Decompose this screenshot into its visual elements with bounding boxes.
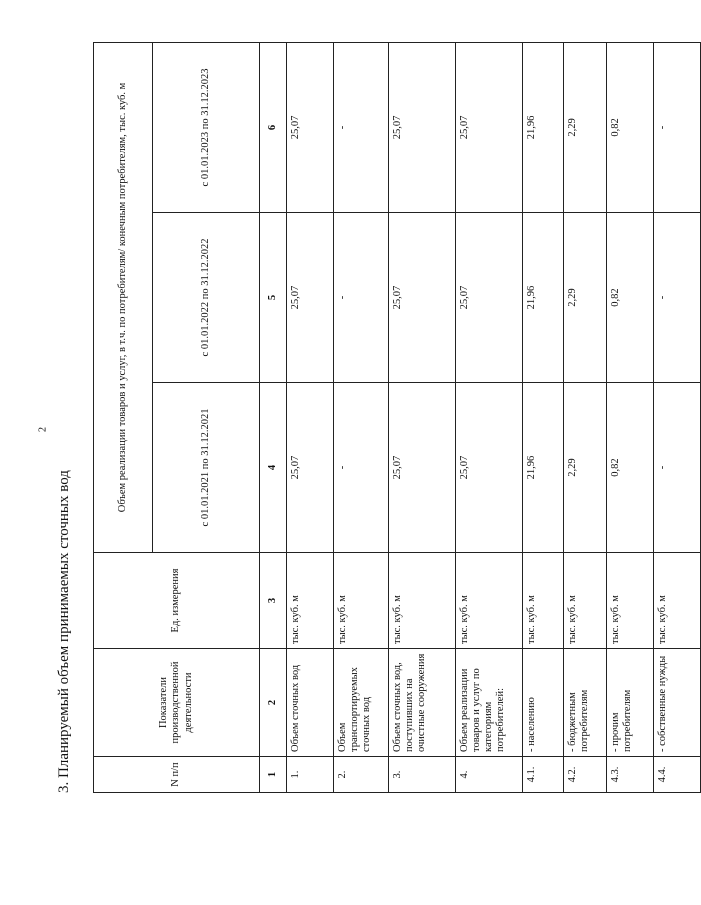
- row-value-2022: 25,07: [287, 213, 334, 383]
- table-row: [523, 42, 564, 792]
- row-indicator: - собственные нужды: [654, 649, 701, 757]
- rotated-document: [50, 37, 668, 793]
- row-indicator: - прочим потребителям: [607, 649, 654, 757]
- table-row: [564, 42, 607, 792]
- table-row: [607, 42, 654, 792]
- row-value-2021: -: [654, 383, 701, 553]
- column-number: 5: [260, 213, 287, 383]
- row-num: 4.: [456, 757, 523, 793]
- row-indicator: - бюджетным потребителям: [564, 649, 607, 757]
- row-value-2022: 2,29: [564, 213, 607, 383]
- column-number: 2: [260, 649, 287, 757]
- row-unit: тыс. куб. м: [523, 553, 564, 649]
- row-unit: тыс. куб. м: [607, 553, 654, 649]
- column-number-row: [260, 42, 287, 792]
- row-unit: тыс. куб. м: [564, 553, 607, 649]
- table-row: [456, 42, 523, 792]
- row-value-2023: 21,96: [523, 42, 564, 212]
- column-number: 4: [260, 383, 287, 553]
- row-num: 4.1.: [523, 757, 564, 793]
- row-num: 3.: [389, 757, 456, 793]
- row-value-2023: 0,82: [607, 42, 654, 212]
- row-indicator: - населению: [523, 649, 564, 757]
- row-num: 4.2.: [564, 757, 607, 793]
- column-number: 3: [260, 553, 287, 649]
- row-value-2021: 21,96: [523, 383, 564, 553]
- row-value-2021: 25,07: [456, 383, 523, 553]
- header-period-2021: с 01.01.2021 по 31.12.2021: [153, 383, 260, 553]
- row-value-2022: -: [654, 213, 701, 383]
- row-num: 1.: [287, 757, 334, 793]
- header-volume-group: Объем реализации товаров и услуг, в т.ч. по потребителям/ конечным потребителям, тыс. куб. м: [94, 42, 153, 552]
- column-number: 6: [260, 42, 287, 212]
- row-value-2022: 0,82: [607, 213, 654, 383]
- table-row: [654, 42, 701, 792]
- header-indicator: Показатели производственной деятельности: [94, 649, 260, 757]
- row-value-2022: -: [334, 213, 389, 383]
- table-row: [334, 42, 389, 792]
- document-title: 3. Планируемый объем принимаемых сточных вод: [56, 470, 72, 793]
- header-unit: Ед. измерения: [94, 553, 260, 649]
- header-num: N п/п: [94, 757, 260, 793]
- row-indicator: Объем транспортируемых сточных вод: [334, 649, 389, 757]
- row-value-2023: 2,29: [564, 42, 607, 212]
- row-unit: тыс. куб. м: [389, 553, 456, 649]
- table-row: [389, 42, 456, 792]
- wastewater-volume-table: [93, 42, 701, 793]
- row-value-2021: -: [334, 383, 389, 553]
- row-value-2023: 25,07: [456, 42, 523, 212]
- header-period-2023: с 01.01.2023 по 31.12.2023: [153, 42, 260, 212]
- row-unit: тыс. куб. м: [654, 553, 701, 649]
- row-value-2023: 25,07: [287, 42, 334, 212]
- page-number: 2: [37, 427, 49, 432]
- header-period-2022: с 01.01.2022 по 31.12.2022: [153, 213, 260, 383]
- row-value-2022: 25,07: [456, 213, 523, 383]
- row-indicator: Объем сточных вод: [287, 649, 334, 757]
- row-value-2021: 25,07: [287, 383, 334, 553]
- row-value-2022: 25,07: [389, 213, 456, 383]
- column-number: 1: [260, 757, 287, 793]
- row-num: 4.4.: [654, 757, 701, 793]
- header-row: [94, 42, 153, 792]
- row-num: 4.3.: [607, 757, 654, 793]
- row-value-2021: 0,82: [607, 383, 654, 553]
- row-unit: тыс. куб. м: [456, 553, 523, 649]
- row-value-2023: 25,07: [389, 42, 456, 212]
- row-unit: тыс. куб. м: [287, 553, 334, 649]
- row-value-2022: 21,96: [523, 213, 564, 383]
- table-row: [287, 42, 334, 792]
- row-value-2023: -: [654, 42, 701, 212]
- row-value-2021: 25,07: [389, 383, 456, 553]
- row-value-2023: -: [334, 42, 389, 212]
- row-indicator: Объем сточных вод, поступивших на очистные сооружения: [389, 649, 456, 757]
- row-value-2021: 2,29: [564, 383, 607, 553]
- row-num: 2.: [334, 757, 389, 793]
- row-indicator: Объем реализации товаров и услуг по категориям потребителей:: [456, 649, 523, 757]
- row-unit: тыс. куб. м: [334, 553, 389, 649]
